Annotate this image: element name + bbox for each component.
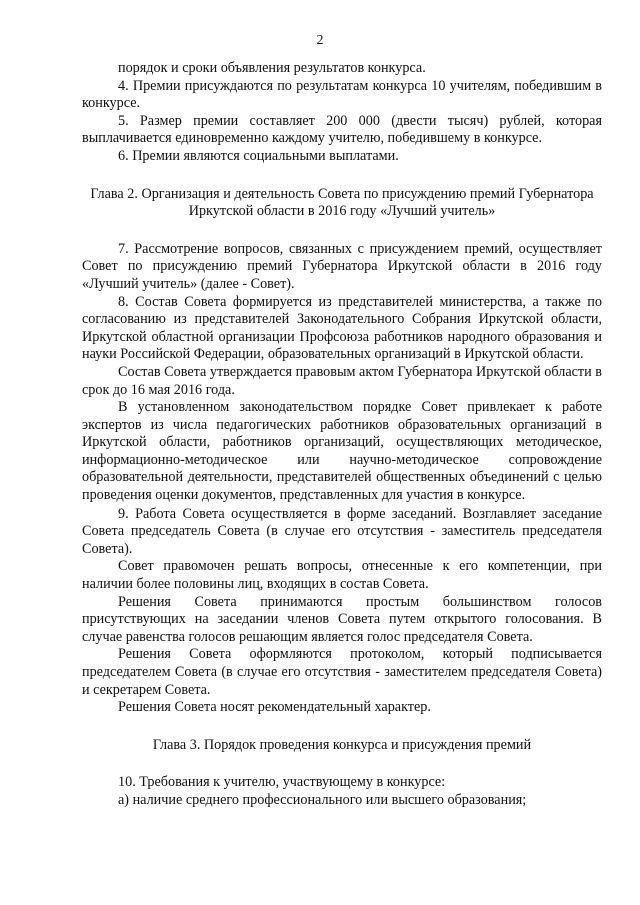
paragraph-6: 6. Премии являются социальными выплатами. bbox=[118, 147, 399, 164]
paragraph-continuation: порядок и сроки объявления результатов конкурса. bbox=[118, 60, 426, 76]
paragraph-10: 10. Требования к учителю, участвующему в конкурсе: bbox=[118, 774, 446, 791]
paragraph-8: 8. Состав Совета формируется из представителей министерства, а также по согласованию из представителей Законодательного Собрания Иркутской области, Иркутской областной организации Профсоюза работников народного образования и науки Российской Федерации, образовательных организаций в Иркутской области. bbox=[82, 293, 602, 363]
paragraph-9-decisions: Решения Совета принимаются простым большинством голосов присутствующих на заседании членов Совета путем открытого голосования. В случае равенства голосов решающим является голос председателя Совета. bbox=[82, 593, 602, 645]
document-body bbox=[82, 60, 602, 810]
paragraph-8-composition: Состав Совета утверждается правовым актом Губернатора Иркутской области в срок до 16 мая 2016 года. bbox=[82, 363, 602, 398]
chapter-2-heading: Глава 2. Организация и деятельность Совета по присуждению премий Губернатора Иркутской области в 2016 году «Лучший учитель» bbox=[90, 185, 594, 220]
paragraph-9-quorum: Совет правомочен решать вопросы, отнесенные к его компетенции, при наличии более половины лиц, входящих в состав Совета. bbox=[82, 558, 602, 593]
paragraph-7: 7. Рассмотрение вопросов, связанных с присуждением премий, осуществляет Совет по присуждению премий Губернатора Иркутской области в 2016 году «Лучший учитель» (далее - Совет). bbox=[82, 240, 602, 292]
paragraph-4: 4. Премии присуждаются по результатам конкурса 10 учителям, победившим в конкурсе. bbox=[82, 77, 602, 112]
paragraph-8-experts: В установленном законодательством порядке Совет привлекает к работе экспертов из числа педагогических работников образовательных организаций в Иркутской области, работников организаций, осуществляющих методическое, информационно-методическое или научно-методическое сопровождение образовательной деятельности, представителей общественных объединений с целью проведения оценки документов, представленных для участия в конкурсе. bbox=[82, 399, 602, 504]
paragraph-9-advisory: Решения Совета носят рекомендательный характер. bbox=[118, 699, 431, 716]
page-number: 2 bbox=[316, 33, 324, 48]
paragraph-5: 5. Размер премии составляет 200 000 (двести тысяч) рублей, которая выплачивается единовременно каждому учителю, победившему в конкурсе. bbox=[82, 112, 602, 147]
paragraph-10-a: а) наличие среднего профессионального или высшего образования; bbox=[118, 791, 527, 808]
paragraph-9: 9. Работа Совета осуществляется в форме заседаний. Возглавляет заседание Совета председатель Совета (в случае его отсутствия - заместитель председателя Совета). bbox=[82, 505, 602, 557]
chapter-3-heading: Глава 3. Порядок проведения конкурса и присуждения премий bbox=[152, 736, 532, 753]
paragraph-9-protocol: Решения Совета оформляются протоколом, который подписывается председателем Совета (в случае его отсутствия - заместителем председателя Совета) и секретарем Совета. bbox=[82, 646, 602, 698]
